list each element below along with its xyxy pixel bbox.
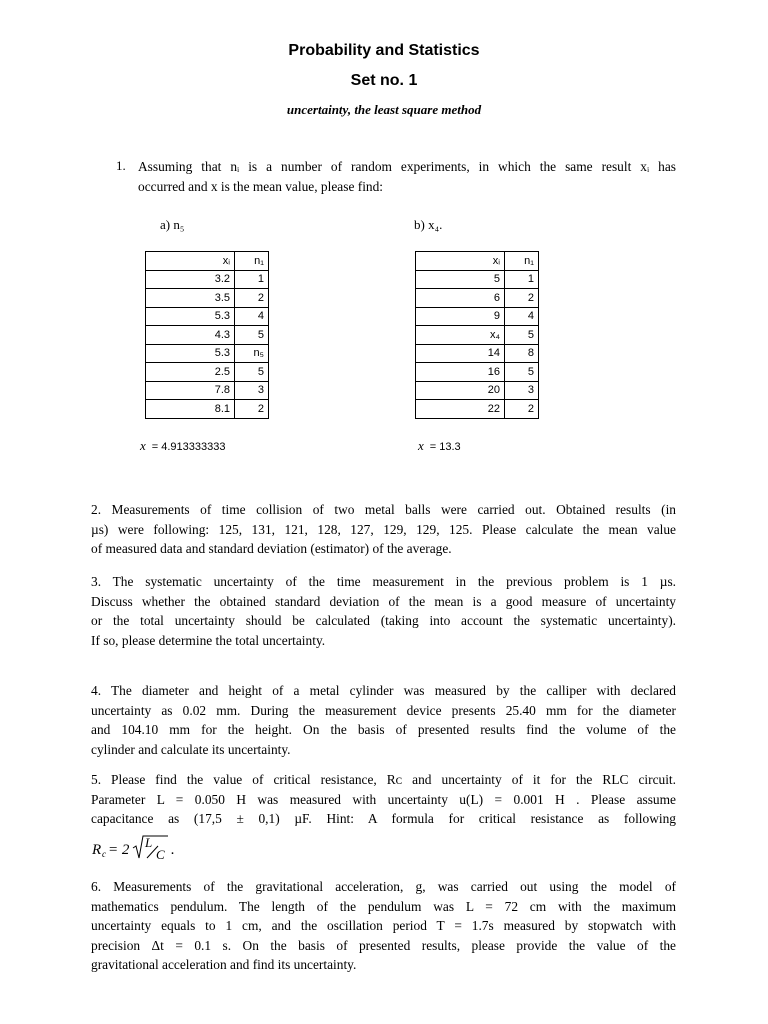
table-cell: x₄ xyxy=(416,326,505,345)
table-header-row xyxy=(416,252,539,271)
table-cell: 2 xyxy=(505,289,539,308)
q3-line: If so, please determine the total uncertainty. xyxy=(91,632,326,648)
q3-line: 3. The systematic uncertainty of the time measurement in the previous problem is 1 µs. xyxy=(91,574,676,589)
formula-num: L xyxy=(145,835,153,850)
table-cell: 2 xyxy=(235,289,269,308)
table-header-cell: n₁ xyxy=(235,252,269,271)
table-header-cell: n₁ xyxy=(505,252,539,271)
mean-b-value: = 13.3 xyxy=(429,441,461,453)
table-cell: 3.5 xyxy=(146,289,235,308)
table-row xyxy=(416,307,539,326)
table-header-cell: xᵢ xyxy=(146,252,235,271)
table-cell: 1 xyxy=(235,270,269,289)
q2-line: of measured data and standard deviation (estimator) of the average. xyxy=(91,541,452,556)
formula-den: C xyxy=(156,847,165,862)
table-a xyxy=(145,251,269,419)
q2-line: 2. Measurements of time collision of two metal balls were carried out. Obtained results (in xyxy=(91,502,676,517)
table-cell: 16 xyxy=(416,363,505,382)
document-title: Probability and Statistics xyxy=(288,42,480,59)
table-row xyxy=(416,400,539,419)
critical-resistance-formula xyxy=(92,834,192,869)
table-cell: 5.3 xyxy=(146,307,235,326)
q6-line: uncertainty equals to 1 cm, and the oscillation period T = 1.7s measured by stopwatch with xyxy=(91,918,676,933)
table-cell: 4.3 xyxy=(146,326,235,345)
table-row xyxy=(146,326,269,345)
formula-graphic xyxy=(92,834,192,864)
formula-lhs: R xyxy=(92,842,102,858)
table-row xyxy=(146,307,269,326)
q6-text xyxy=(91,877,676,975)
table-cell: 5 xyxy=(235,363,269,382)
table-b xyxy=(415,251,539,419)
table-cell: 5 xyxy=(235,326,269,345)
table-cell: 2 xyxy=(505,400,539,419)
set-number: Set no. 1 xyxy=(350,72,418,89)
table-cell: 5 xyxy=(505,363,539,382)
q4-line: and 104.10 mm for the height. On the basis of presented results find the volume of the xyxy=(91,722,676,737)
table-cell: 5.3 xyxy=(146,344,235,363)
mean-a xyxy=(140,438,226,454)
q6-line: gravitational acceleration and find its uncertainty. xyxy=(91,957,357,972)
table-row xyxy=(146,270,269,289)
q4-line: uncertainty as 0.02 mm. During the measurement device presents 25.40 mm for the diameter xyxy=(91,702,676,718)
q6-line: precision Δt = 0.1 s. On the basis of presented results, please provide the value of the xyxy=(91,937,676,953)
table-row xyxy=(146,381,269,400)
table-cell: 2 xyxy=(235,400,269,419)
table-header-row xyxy=(146,252,269,271)
q1-part-a-label: a) n₅ xyxy=(160,217,185,232)
q4-line: 4. The diameter and height of a metal cylinder was measured by the calliper with declared xyxy=(91,683,676,698)
q1-line: Assuming that nᵢ is a number of random experiments, in which the same result xᵢ has xyxy=(138,159,676,174)
table-header-cell: xᵢ xyxy=(416,252,505,271)
mean-symbol: x xyxy=(140,438,146,453)
q3-text xyxy=(91,572,676,650)
table-row xyxy=(416,381,539,400)
table-row xyxy=(146,289,269,308)
table-cell: 14 xyxy=(416,344,505,363)
table-cell: 3 xyxy=(235,381,269,400)
table-cell: 20 xyxy=(416,381,505,400)
document-subtitle: uncertainty, the least square method xyxy=(286,102,482,117)
table-cell: 3 xyxy=(505,381,539,400)
formula-eq: = 2 xyxy=(108,842,130,858)
q5-line: 5. Please find the value of critical resistance, Rᴄ and uncertainty of it for the RLC circuit. xyxy=(91,772,676,787)
table-cell: 2.5 xyxy=(146,363,235,382)
table-cell: 8.1 xyxy=(146,400,235,419)
table-cell: n₅ xyxy=(235,344,269,363)
table-cell: 4 xyxy=(235,307,269,326)
q1-line: occurred and x is the mean value, please find: xyxy=(138,178,384,194)
table-row xyxy=(416,344,539,363)
table-cell: 8 xyxy=(505,344,539,363)
mean-a-value: = 4.913333333 xyxy=(151,441,226,453)
q2-text xyxy=(91,500,676,559)
q5-text xyxy=(91,770,676,829)
table-cell: 7.8 xyxy=(146,381,235,400)
formula-sub: c xyxy=(102,849,106,859)
q4-text xyxy=(91,681,676,759)
table-row xyxy=(416,270,539,289)
table-cell: 5 xyxy=(416,270,505,289)
q3-line: Discuss whether the obtained standard deviation of the mean is a good measure of uncertainty xyxy=(91,593,676,609)
q2-line: µs) were following: 125, 131, 121, 128, 127, 129, 129, 125. Please calculate the mean value xyxy=(91,521,676,537)
table-row xyxy=(416,363,539,382)
table-row xyxy=(416,326,539,345)
q3-line: or the total uncertainty should be calculated (taking into account the systematic uncertainty). xyxy=(91,613,676,628)
table-cell: 9 xyxy=(416,307,505,326)
table-cell: 5 xyxy=(505,326,539,345)
table-cell: 6 xyxy=(416,289,505,308)
table-cell: 4 xyxy=(505,307,539,326)
q1-text xyxy=(138,157,676,196)
q6-line: mathematics pendulum. The length of the pendulum was L = 72 cm with the maximum xyxy=(91,898,676,914)
formula-end: . xyxy=(171,842,175,858)
q1-number: 1. xyxy=(116,158,126,173)
q4-line: cylinder and calculate its uncertainty. xyxy=(91,741,291,757)
table-row xyxy=(146,344,269,363)
q5-line: Parameter L = 0.050 H was measured with uncertainty u(L) = 0.001 H . Please assume xyxy=(91,791,676,807)
table-row xyxy=(416,289,539,308)
mean-symbol: x xyxy=(418,438,424,453)
q6-line: 6. Measurements of the gravitational acceleration, g, was carried out using the model of xyxy=(91,879,676,894)
q1-part-b-label: b) x₄. xyxy=(414,217,443,232)
mean-b xyxy=(418,438,461,454)
table-row xyxy=(146,400,269,419)
q5-line: capacitance as (17,5 ± 0,1) µF. Hint: A formula for critical resistance as following xyxy=(91,811,676,826)
table-cell: 1 xyxy=(505,270,539,289)
table-cell: 3.2 xyxy=(146,270,235,289)
table-row xyxy=(146,363,269,382)
table-cell: 22 xyxy=(416,400,505,419)
